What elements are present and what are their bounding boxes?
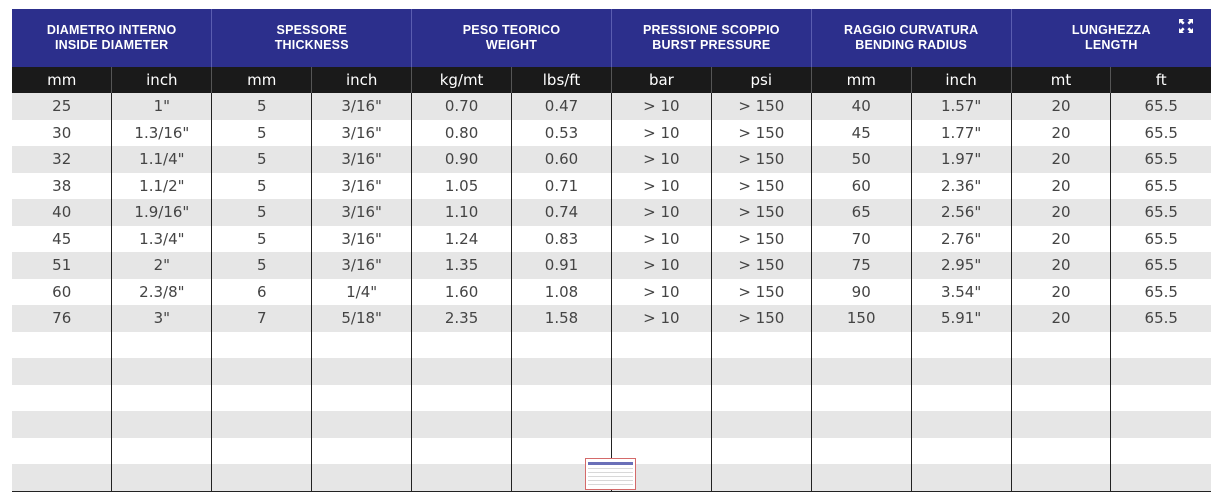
group-label-it: RAGGIO CURVATURA xyxy=(843,23,979,37)
unit-header: kg/mt xyxy=(412,67,512,93)
empty-cell xyxy=(312,411,412,438)
table-cell: 1.58 xyxy=(512,305,612,332)
table-cell: 2.3/8" xyxy=(112,279,212,306)
table-cell: > 150 xyxy=(711,199,811,226)
empty-cell xyxy=(911,358,1011,385)
table-cell: 0.80 xyxy=(412,120,512,147)
table-cell: 1.57" xyxy=(911,93,1011,120)
table-cell: 50 xyxy=(811,146,911,173)
empty-cell xyxy=(1011,438,1111,465)
empty-cell xyxy=(12,385,112,412)
group-label-en: BURST PRESSURE xyxy=(652,38,771,52)
empty-cell xyxy=(412,438,512,465)
table-cell: 1.1/2" xyxy=(112,173,212,200)
empty-cell xyxy=(212,438,312,465)
group-label-it: LUNGHEZZA xyxy=(1071,23,1151,37)
table-cell: 1.35 xyxy=(412,252,512,279)
table-cell: 65.5 xyxy=(1111,226,1211,253)
table-cell: 45 xyxy=(12,226,112,253)
table-cell: 2.76" xyxy=(911,226,1011,253)
empty-cell xyxy=(711,332,811,359)
group-header-inside-diameter xyxy=(12,9,212,67)
table-cell: 40 xyxy=(12,199,112,226)
table-cell: > 150 xyxy=(711,146,811,173)
empty-cell xyxy=(1111,332,1211,359)
empty-cell xyxy=(611,411,711,438)
unit-header: mm xyxy=(212,67,312,93)
table-cell: > 150 xyxy=(711,173,811,200)
empty-cell xyxy=(412,385,512,412)
table-cell: 1.9/16" xyxy=(112,199,212,226)
table-cell: 20 xyxy=(1011,279,1111,306)
table-cell: > 150 xyxy=(711,305,811,332)
unit-header: inch xyxy=(312,67,412,93)
table-cell: 38 xyxy=(12,173,112,200)
table-cell: 65.5 xyxy=(1111,120,1211,147)
table-cell: 5 xyxy=(212,173,312,200)
table-cell: 3/16" xyxy=(312,173,412,200)
empty-cell xyxy=(412,358,512,385)
group-header-row xyxy=(12,9,1211,67)
table-cell: 70 xyxy=(811,226,911,253)
table-cell: 65.5 xyxy=(1111,199,1211,226)
table-thumbnail-icon[interactable] xyxy=(585,458,636,490)
unit-header-row xyxy=(12,67,1211,93)
table-cell: 1.77" xyxy=(911,120,1011,147)
table-cell: 0.60 xyxy=(512,146,612,173)
empty-cell xyxy=(1111,358,1211,385)
empty-cell xyxy=(711,464,811,491)
table-cell: 0.90 xyxy=(412,146,512,173)
empty-cell xyxy=(911,411,1011,438)
table-cell: 5 xyxy=(212,226,312,253)
table-cell: 3/16" xyxy=(312,146,412,173)
empty-cell xyxy=(112,438,212,465)
table-cell: > 10 xyxy=(611,226,711,253)
table-row xyxy=(12,199,1211,226)
table-cell: 3/16" xyxy=(312,226,412,253)
table-cell: 0.70 xyxy=(412,93,512,120)
table-cell: > 150 xyxy=(711,252,811,279)
spec-table xyxy=(12,9,1211,492)
empty-cell xyxy=(12,438,112,465)
table-cell: 5.91" xyxy=(911,305,1011,332)
empty-cell xyxy=(1011,464,1111,491)
table-cell: 0.74 xyxy=(512,199,612,226)
unit-header: ft xyxy=(1111,67,1211,93)
fullscreen-button[interactable] xyxy=(1172,13,1200,39)
spec-table-container xyxy=(12,9,1211,492)
unit-header: bar xyxy=(611,67,711,93)
group-label-it: PRESSIONE SCOPPIO xyxy=(642,23,780,37)
table-row xyxy=(12,173,1211,200)
empty-cell xyxy=(312,464,412,491)
table-cell: 1.97" xyxy=(911,146,1011,173)
table-cell: 60 xyxy=(12,279,112,306)
table-cell: > 10 xyxy=(611,120,711,147)
table-cell: 2" xyxy=(112,252,212,279)
empty-cell xyxy=(312,358,412,385)
table-cell: 1.08 xyxy=(512,279,612,306)
unit-header: lbs/ft xyxy=(512,67,612,93)
empty-cell xyxy=(112,411,212,438)
unit-header: mm xyxy=(811,67,911,93)
table-cell: 65.5 xyxy=(1111,93,1211,120)
unit-header: inch xyxy=(112,67,212,93)
table-cell: 1.3/4" xyxy=(112,226,212,253)
empty-cell xyxy=(212,464,312,491)
empty-cell xyxy=(312,385,412,412)
empty-cell xyxy=(711,438,811,465)
group-label-it: PESO TEORICO xyxy=(462,23,561,37)
table-cell: 3/16" xyxy=(312,199,412,226)
table-cell: > 10 xyxy=(611,173,711,200)
empty-cell xyxy=(512,411,612,438)
expand-icon xyxy=(1179,19,1193,33)
table-cell: 20 xyxy=(1011,305,1111,332)
table-row xyxy=(12,252,1211,279)
empty-cell xyxy=(512,332,612,359)
table-cell: > 10 xyxy=(611,199,711,226)
empty-cell xyxy=(911,332,1011,359)
empty-cell xyxy=(611,332,711,359)
empty-cell xyxy=(212,332,312,359)
empty-cell xyxy=(611,358,711,385)
empty-cell xyxy=(711,411,811,438)
table-cell: 65.5 xyxy=(1111,279,1211,306)
table-cell: 45 xyxy=(811,120,911,147)
empty-cell xyxy=(412,332,512,359)
empty-cell xyxy=(611,385,711,412)
table-cell: 2.95" xyxy=(911,252,1011,279)
unit-header: mt xyxy=(1011,67,1111,93)
table-cell: 2.35 xyxy=(412,305,512,332)
table-cell: 60 xyxy=(811,173,911,200)
table-cell: 2.36" xyxy=(911,173,1011,200)
empty-cell xyxy=(1011,411,1111,438)
group-label-en: WEIGHT xyxy=(485,38,538,52)
group-header-thickness xyxy=(212,9,412,67)
table-cell: 1/4" xyxy=(312,279,412,306)
empty-cell xyxy=(911,464,1011,491)
table-cell: > 10 xyxy=(611,279,711,306)
table-cell: 65.5 xyxy=(1111,173,1211,200)
table-cell: 1.24 xyxy=(412,226,512,253)
table-cell: 25 xyxy=(12,93,112,120)
empty-cell xyxy=(112,385,212,412)
table-cell: 2.56" xyxy=(911,199,1011,226)
table-cell: 51 xyxy=(12,252,112,279)
table-cell: 3" xyxy=(112,305,212,332)
table-cell: 6 xyxy=(212,279,312,306)
empty-row xyxy=(12,358,1211,385)
table-row xyxy=(12,226,1211,253)
table-cell: > 150 xyxy=(711,120,811,147)
empty-cell xyxy=(1011,358,1111,385)
table-cell: 5 xyxy=(212,252,312,279)
table-cell: 3/16" xyxy=(312,93,412,120)
table-cell: 5 xyxy=(212,146,312,173)
empty-cell xyxy=(412,464,512,491)
unit-header: inch xyxy=(911,67,1011,93)
empty-cell xyxy=(212,385,312,412)
empty-row xyxy=(12,332,1211,359)
table-cell: > 10 xyxy=(611,305,711,332)
empty-cell xyxy=(811,385,911,412)
table-cell: 75 xyxy=(811,252,911,279)
group-label-en: THICKNESS xyxy=(274,38,349,52)
table-cell: 5 xyxy=(212,199,312,226)
table-cell: 20 xyxy=(1011,173,1111,200)
group-label-it: SPESSORE xyxy=(276,23,347,37)
table-cell: 90 xyxy=(811,279,911,306)
empty-cell xyxy=(512,385,612,412)
empty-cell xyxy=(412,411,512,438)
table-row xyxy=(12,279,1211,306)
empty-cell xyxy=(1111,438,1211,465)
empty-cell xyxy=(711,358,811,385)
empty-cell xyxy=(112,358,212,385)
table-cell: 76 xyxy=(12,305,112,332)
table-body xyxy=(12,93,1211,491)
empty-cell xyxy=(212,411,312,438)
table-cell: 20 xyxy=(1011,199,1111,226)
table-cell: 7 xyxy=(212,305,312,332)
empty-row xyxy=(12,385,1211,412)
empty-cell xyxy=(811,464,911,491)
empty-cell xyxy=(12,411,112,438)
table-cell: > 10 xyxy=(611,93,711,120)
table-cell: 3/16" xyxy=(312,120,412,147)
table-cell: 5/18" xyxy=(312,305,412,332)
empty-cell xyxy=(112,332,212,359)
empty-cell xyxy=(1111,385,1211,412)
group-header-weight xyxy=(412,9,612,67)
empty-cell xyxy=(112,464,212,491)
empty-cell xyxy=(312,332,412,359)
group-header-burst-pressure xyxy=(611,9,811,67)
table-cell: 1.10 xyxy=(412,199,512,226)
unit-header: psi xyxy=(711,67,811,93)
table-cell: > 150 xyxy=(711,279,811,306)
empty-cell xyxy=(811,438,911,465)
table-row xyxy=(12,120,1211,147)
table-cell: 0.53 xyxy=(512,120,612,147)
table-cell: > 10 xyxy=(611,252,711,279)
table-cell: 5 xyxy=(212,93,312,120)
empty-cell xyxy=(1011,332,1111,359)
empty-cell xyxy=(811,411,911,438)
group-label-it: DIAMETRO INTERNO xyxy=(46,23,177,37)
table-cell: 65.5 xyxy=(1111,305,1211,332)
empty-cell xyxy=(911,438,1011,465)
table-cell: 20 xyxy=(1011,120,1111,147)
table-cell: 65 xyxy=(811,199,911,226)
empty-cell xyxy=(1111,411,1211,438)
table-cell: 0.83 xyxy=(512,226,612,253)
table-cell: 1.1/4" xyxy=(112,146,212,173)
table-cell: 1.60 xyxy=(412,279,512,306)
empty-cell xyxy=(711,385,811,412)
table-cell: 3.54" xyxy=(911,279,1011,306)
unit-header: mm xyxy=(12,67,112,93)
table-cell: > 150 xyxy=(711,226,811,253)
empty-cell xyxy=(12,464,112,491)
group-label-en: BENDING RADIUS xyxy=(855,38,968,52)
table-cell: 0.71 xyxy=(512,173,612,200)
table-cell: 1.05 xyxy=(412,173,512,200)
table-row xyxy=(12,305,1211,332)
table-cell: 3/16" xyxy=(312,252,412,279)
table-cell: 0.91 xyxy=(512,252,612,279)
empty-cell xyxy=(911,385,1011,412)
empty-cell xyxy=(811,332,911,359)
empty-cell xyxy=(1111,464,1211,491)
table-row xyxy=(12,93,1211,120)
table-cell: 1" xyxy=(112,93,212,120)
empty-cell xyxy=(811,358,911,385)
table-cell: 1.3/16" xyxy=(112,120,212,147)
empty-cell xyxy=(1011,385,1111,412)
table-cell: 32 xyxy=(12,146,112,173)
table-cell: 65.5 xyxy=(1111,252,1211,279)
group-header-bending-radius xyxy=(811,9,1011,67)
table-cell: 5 xyxy=(212,120,312,147)
group-label-en: LENGTH xyxy=(1084,38,1138,52)
table-cell: 20 xyxy=(1011,252,1111,279)
table-cell: 20 xyxy=(1011,226,1111,253)
empty-cell xyxy=(512,358,612,385)
empty-cell xyxy=(12,332,112,359)
table-cell: > 150 xyxy=(711,93,811,120)
table-cell: 20 xyxy=(1011,146,1111,173)
empty-row xyxy=(12,411,1211,438)
table-cell: 30 xyxy=(12,120,112,147)
table-cell: 150 xyxy=(811,305,911,332)
group-label-en: INSIDE DIAMETER xyxy=(54,38,169,52)
table-cell: > 10 xyxy=(611,146,711,173)
empty-cell xyxy=(12,358,112,385)
empty-cell xyxy=(312,438,412,465)
table-cell: 20 xyxy=(1011,93,1111,120)
table-cell: 0.47 xyxy=(512,93,612,120)
table-cell: 40 xyxy=(811,93,911,120)
empty-cell xyxy=(212,358,312,385)
table-cell: 65.5 xyxy=(1111,146,1211,173)
table-row xyxy=(12,146,1211,173)
